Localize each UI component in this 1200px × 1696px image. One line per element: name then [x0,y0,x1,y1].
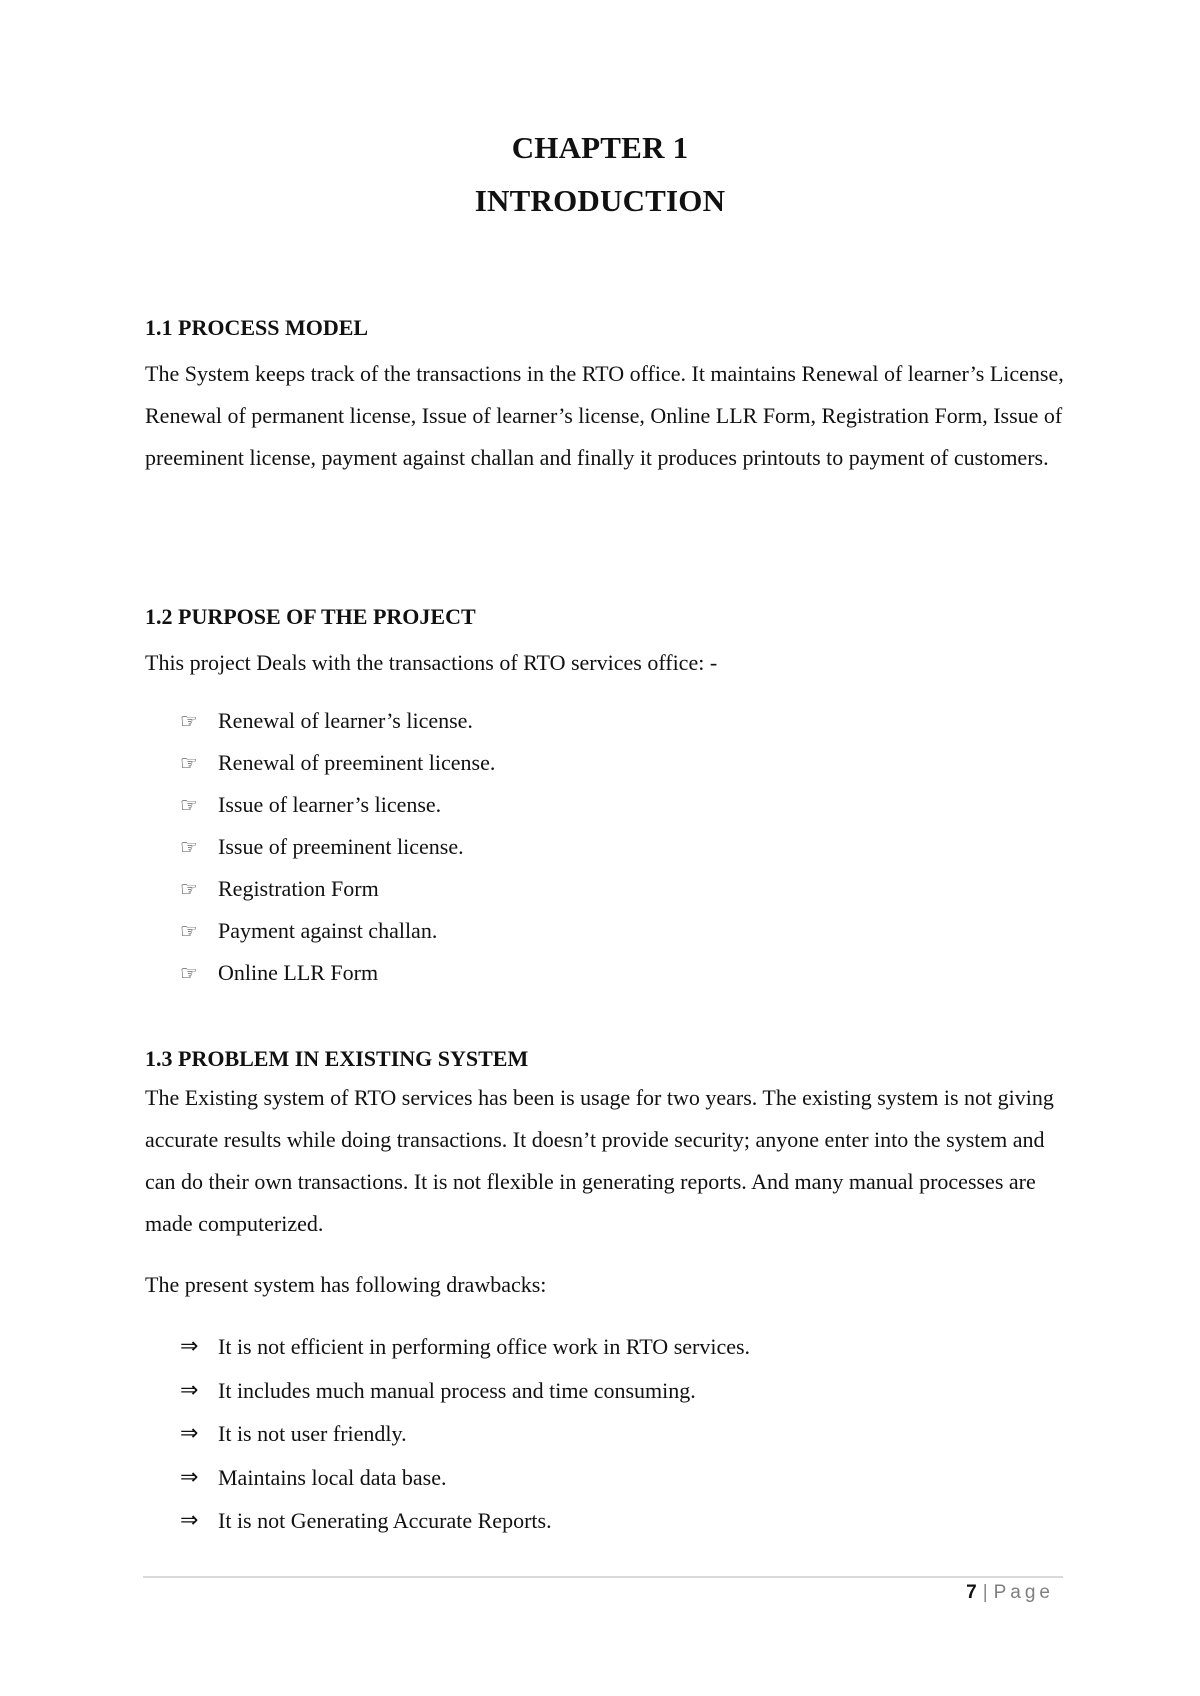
drawbacks-intro [145,1264,1070,1306]
section-heading-purpose: 1.2 PURPOSE OF THE PROJECT [145,604,476,629]
list-item-text: It is not Generating Accurate Reports. [218,1508,552,1533]
drawbacks-list [180,1325,750,1543]
paragraph: The System keeps track of the transactions in the RTO office. It maintains Renewal of learner’s License, Renewal of permanent license, Issue of learner’s license, Online LLR Form, Registration Form, Issue of preeminent license, payment against challan and finally it produces printouts to payment of customers. [145,361,1064,470]
list-item [180,910,495,952]
list-item-text: Issue of learner’s license. [218,792,442,817]
pointing-hand-icon: ☞ [180,793,198,817]
paragraph: This project Deals with the transactions of RTO services office: - [145,650,718,675]
pointing-hand-icon: ☞ [180,919,198,943]
paragraph: The present system has following drawbacks: [145,1272,547,1297]
pointing-hand-icon: ☞ [180,751,198,775]
list-item [180,1499,750,1543]
double-arrow-right-icon: ⇒ [180,1464,199,1490]
chapter-number: CHAPTER 1 [511,130,689,165]
pointing-hand-icon: ☞ [180,709,198,733]
list-item [180,1412,750,1456]
section-body-process-model [145,353,1070,479]
list-item [180,742,495,784]
pointing-hand-icon: ☞ [180,961,198,985]
paragraph: The Existing system of RTO services has been is usage for two years. The existing system is not giving accurate results while doing transactions. It doesn’t provide security; anyone enter into the system and can do their own transactions. It is not flexible in generating reports. And many manual processes are made computerized. [145,1085,1054,1236]
list-item [180,952,495,994]
section-intro-purpose [145,642,1070,684]
pointing-hand-icon: ☞ [180,835,198,859]
list-item [180,868,495,910]
double-arrow-right-icon: ⇒ [180,1334,199,1359]
list-item-text: Renewal of preeminent license. [218,750,496,775]
list-item [180,700,495,742]
list-item [180,1369,750,1413]
list-item-text: Issue of preeminent license. [218,834,464,859]
page-number: 7 [966,1582,977,1603]
list-item-text: It is not user friendly. [218,1421,407,1446]
double-arrow-right-icon: ⇒ [180,1508,199,1533]
list-item-text: Renewal of learner’s license. [218,708,473,733]
section-heading-process-model: 1.1 PROCESS MODEL [145,315,369,340]
list-item-text: It includes much manual process and time consuming. [218,1377,696,1403]
page-footer [966,1582,1054,1604]
footer-separator: | [982,1582,988,1603]
list-item [180,1325,750,1369]
list-item-text: Online LLR Form [218,960,379,985]
list-item-text: Registration Form [218,876,379,901]
list-item [180,826,495,868]
list-item [180,784,495,826]
section-heading-problem: 1.3 PROBLEM IN EXISTING SYSTEM [145,1046,529,1071]
list-item-text: It is not efficient in performing office work in RTO services. [218,1334,751,1359]
double-arrow-right-icon: ⇒ [180,1421,199,1446]
list-item-text: Payment against challan. [218,918,438,943]
list-item-text: Maintains local data base. [218,1464,447,1490]
purpose-list [180,700,495,994]
list-item [180,1456,750,1500]
page-label: Page [993,1582,1054,1603]
chapter-title: INTRODUCTION [474,183,726,218]
footer-divider [143,1576,1063,1578]
double-arrow-right-icon: ⇒ [180,1377,199,1403]
section-body-problem [145,1077,1070,1245]
pointing-hand-icon: ☞ [180,877,198,901]
